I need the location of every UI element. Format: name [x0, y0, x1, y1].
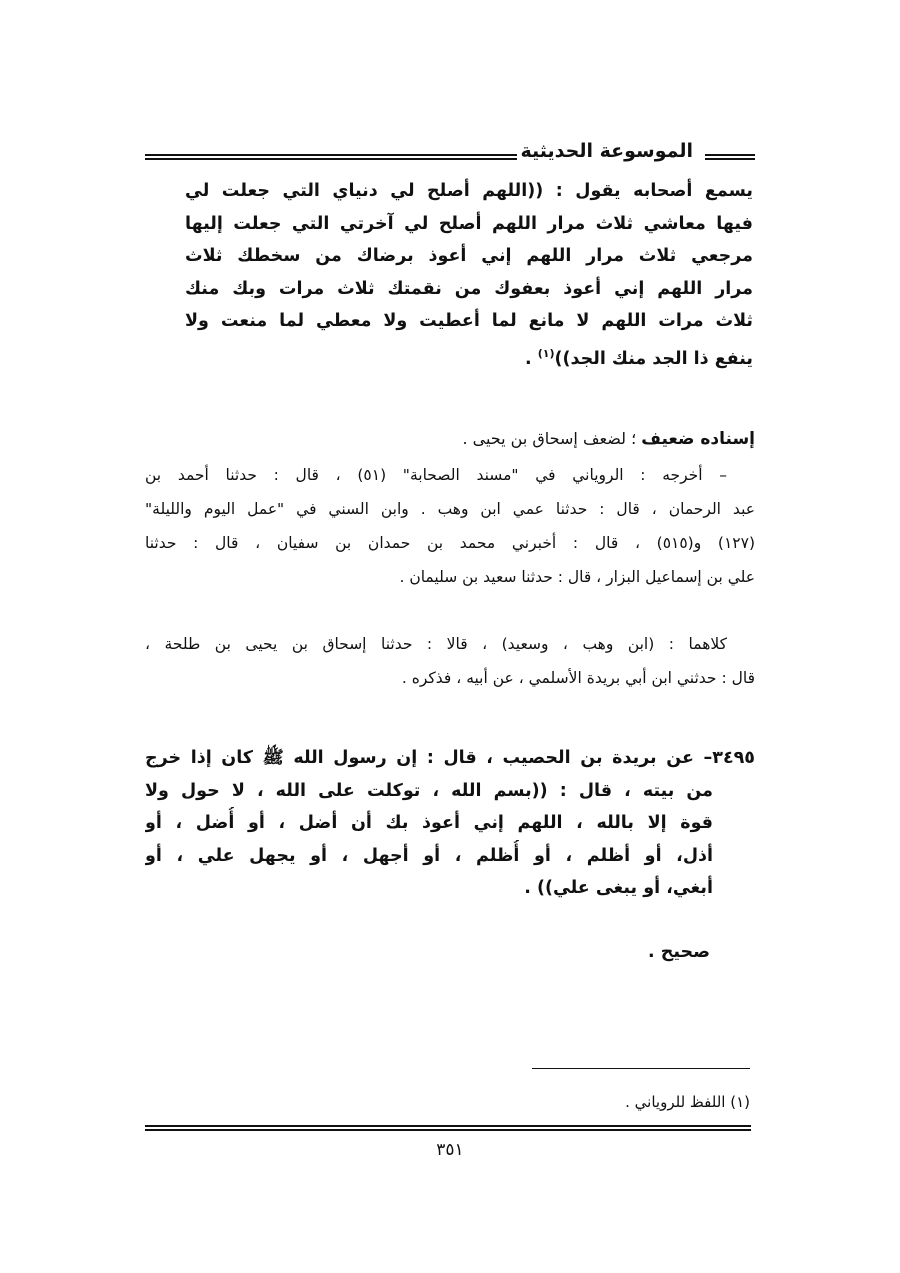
isnad-reason: ؛ لضعف إسحاق بن يحيى .: [462, 429, 642, 448]
kilahuma-line: كلاهما : (ابن وهب ، وسعيد) ، قالا : حدثنا إسحاق بن يحيى بن طلحة ،: [145, 635, 727, 653]
quote-end: .: [525, 348, 538, 369]
hadith-line: ٣٤٩٥– عن بريدة بن الحصيب ، قال : إن رسول الله ﷺ كان إذا خرج: [145, 748, 755, 768]
quote-line: فيها معاشي ثلاث مرار اللهم أصلح لي آخرتي التي جعلت إليها: [185, 213, 753, 234]
kilahuma-line: قال : حدثني ابن أبي بريدة الأسلمي ، عن أبيه ، فذكره .: [401, 669, 755, 687]
takhrij-line: – أخرجه : الروياني في "مسند الصحابة" (٥١) ، قال : حدثنا أحمد بن: [145, 466, 728, 484]
quote-line: ثلاث مرات اللهم لا مانع لما أعطيت ولا معطي لما منعت ولا: [185, 311, 753, 331]
quote-last-line: [185, 338, 753, 375]
hadith-grade: صحيح .: [647, 942, 710, 962]
hadith-quote-block: [185, 175, 753, 375]
takhrij-line: (١٢٧) و(٥١٥) ، قال : أخبرني محمد بن حمدان بن سفيان ، قال : حدثنا: [145, 534, 755, 552]
takhrij-paragraph: [145, 458, 755, 594]
hadith-line: قوة إلا بالله ، اللهم إني أعوذ بك أن أضل ، أو أُضل ، أو: [145, 813, 713, 834]
hadith-3495: [145, 742, 755, 905]
isnad-label: إسناده ضعيف: [641, 429, 755, 449]
hadith-line: من بيته ، قال : ((بسم الله ، توكلت على الله ، لا حول ولا: [145, 780, 713, 801]
footnote-marker: (١): [537, 346, 555, 360]
takhrij-line: عبد الرحمان ، قال : حدثنا عمي ابن وهب . وابن السني في "عمل اليوم والليلة": [145, 500, 755, 518]
footnote-separator: [532, 1068, 750, 1069]
quote-line: مرار اللهم إني أعوذ بعفوك من نقمتك ثلاث مرات وبك منك: [185, 278, 753, 299]
quote-line: مرجعي ثلاث مرار اللهم إني أعوذ برضاك من سخطك ثلاث: [185, 246, 753, 266]
page-header: [145, 140, 755, 170]
hadith-line: أبغي، أو يبغى علي)) .: [524, 878, 713, 899]
footer-rule: [145, 1125, 751, 1131]
header-rule-right: [705, 154, 755, 160]
quote-line: يسمع أصحابه يقول : ((اللهم أصلح لي دنياي التي جعلت لي: [185, 181, 753, 201]
running-title: الموسوعة الحديثية: [520, 140, 693, 162]
header-rule-left: [145, 154, 517, 160]
kilahuma-paragraph: [145, 627, 755, 695]
footnote: (١) اللفظ للروياني .: [625, 1093, 750, 1111]
isnad-grade: [145, 425, 755, 453]
quote-last-text: ينفع ذا الجد منك الجد)): [554, 348, 753, 369]
takhrij-line: علي بن إسماعيل البزار ، قال : حدثنا سعيد بن سليمان .: [399, 568, 755, 586]
page-number: ٣٥١: [436, 1140, 464, 1160]
hadith-line: أذل، أو أظلم ، أو أُظلم ، أو أجهل ، أو يجهل علي ، أو: [145, 845, 713, 866]
